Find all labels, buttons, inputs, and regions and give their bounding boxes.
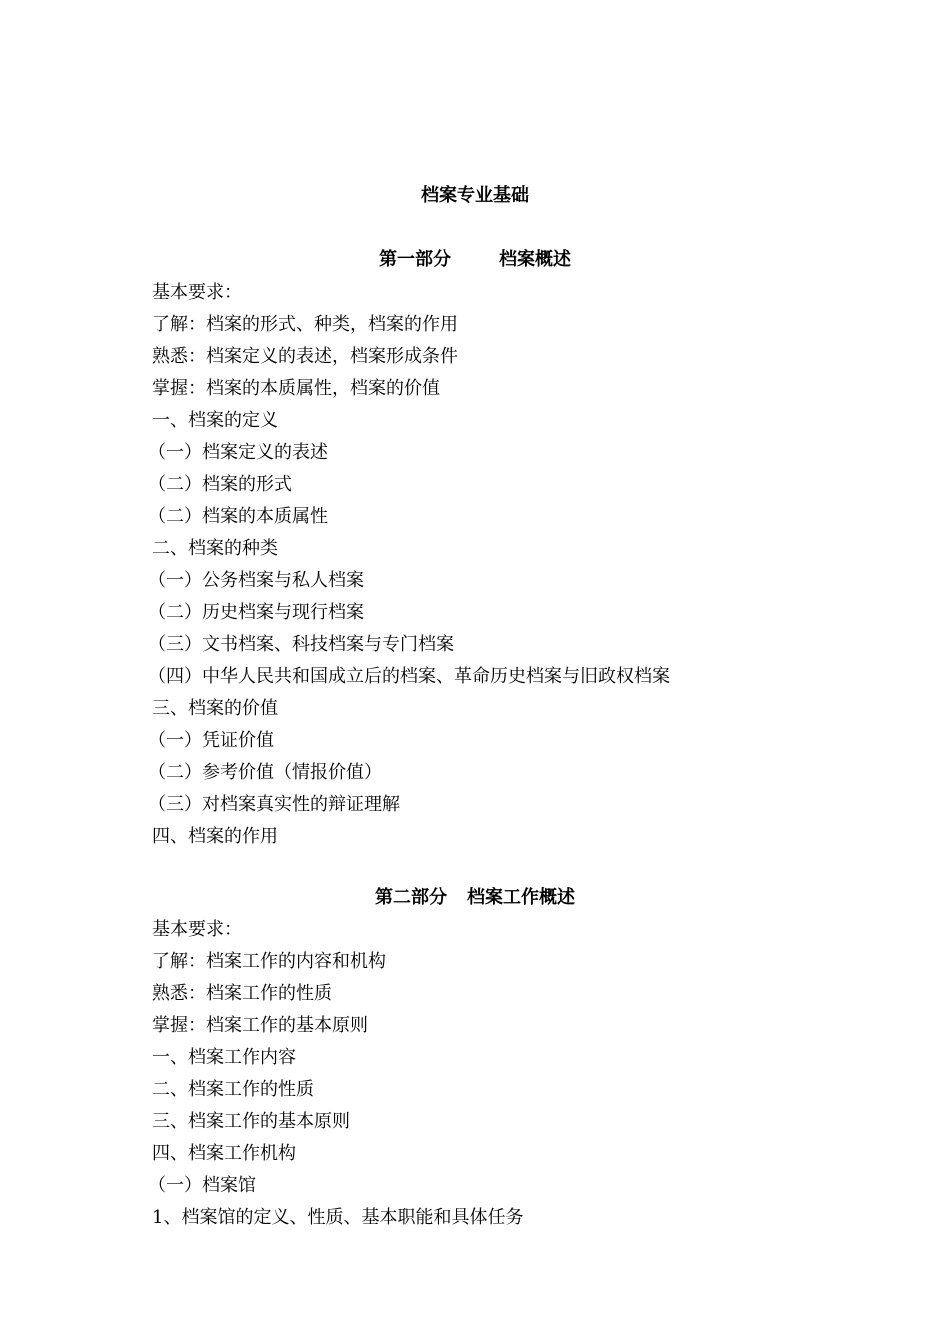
part1-line: （四）中华人民共和国成立后的档案、革命历史档案与旧政权档案 xyxy=(148,666,670,687)
part1-heading-title: 档案概述 xyxy=(499,249,571,270)
part2-line: 四、档案工作机构 xyxy=(152,1143,296,1164)
part1-line: 基本要求： xyxy=(152,282,242,303)
part1-line: （一）档案定义的表述 xyxy=(148,442,328,463)
part2-line: 了解：档案工作的内容和机构 xyxy=(152,951,386,972)
part2-heading xyxy=(0,884,950,912)
part1-line: 一、档案的定义 xyxy=(152,410,278,431)
part1-line: （二）档案的本质属性 xyxy=(148,506,328,527)
part1-line: （二）档案的形式 xyxy=(148,474,292,495)
part1-heading-label: 第一部分 xyxy=(379,249,451,270)
part1-line: （二）历史档案与现行档案 xyxy=(148,602,364,623)
part1-content xyxy=(148,277,670,853)
document-title: 档案专业基础 xyxy=(421,185,529,206)
part2-heading-title: 档案工作概述 xyxy=(467,887,575,908)
part2-line: （一）档案馆 xyxy=(148,1175,256,1196)
part1-line: 了解：档案的形式、种类，档案的作用 xyxy=(152,314,458,335)
part2-line: 三、档案工作的基本原则 xyxy=(152,1111,350,1132)
part1-line: （二）参考价值（情报价值） xyxy=(148,762,382,783)
part2-heading-label: 第二部分 xyxy=(375,887,447,908)
part1-line: 熟悉：档案定义的表述，档案形成条件 xyxy=(152,346,458,367)
part2-line: 1、档案馆的定义、性质、基本职能和具体任务 xyxy=(152,1207,524,1228)
part1-line: 二、档案的种类 xyxy=(152,538,278,559)
part1-line: （一）凭证价值 xyxy=(148,730,274,751)
part1-line: （三）文书档案、科技档案与专门档案 xyxy=(148,634,454,655)
part1-line: 四、档案的作用 xyxy=(152,826,278,847)
part2-content xyxy=(148,914,524,1234)
part1-line: 掌握：档案的本质属性，档案的价值 xyxy=(152,378,440,399)
part2-line: 掌握：档案工作的基本原则 xyxy=(152,1015,368,1036)
part2-line: 基本要求： xyxy=(152,919,242,940)
part2-line: 一、档案工作内容 xyxy=(152,1047,296,1068)
part1-line: 三、档案的价值 xyxy=(152,698,278,719)
part1-line: （一）公务档案与私人档案 xyxy=(148,570,364,591)
part2-line: 熟悉：档案工作的性质 xyxy=(152,983,332,1004)
part1-line: （三）对档案真实性的辩证理解 xyxy=(148,794,400,815)
part1-heading xyxy=(0,246,950,274)
part2-line: 二、档案工作的性质 xyxy=(152,1079,314,1100)
